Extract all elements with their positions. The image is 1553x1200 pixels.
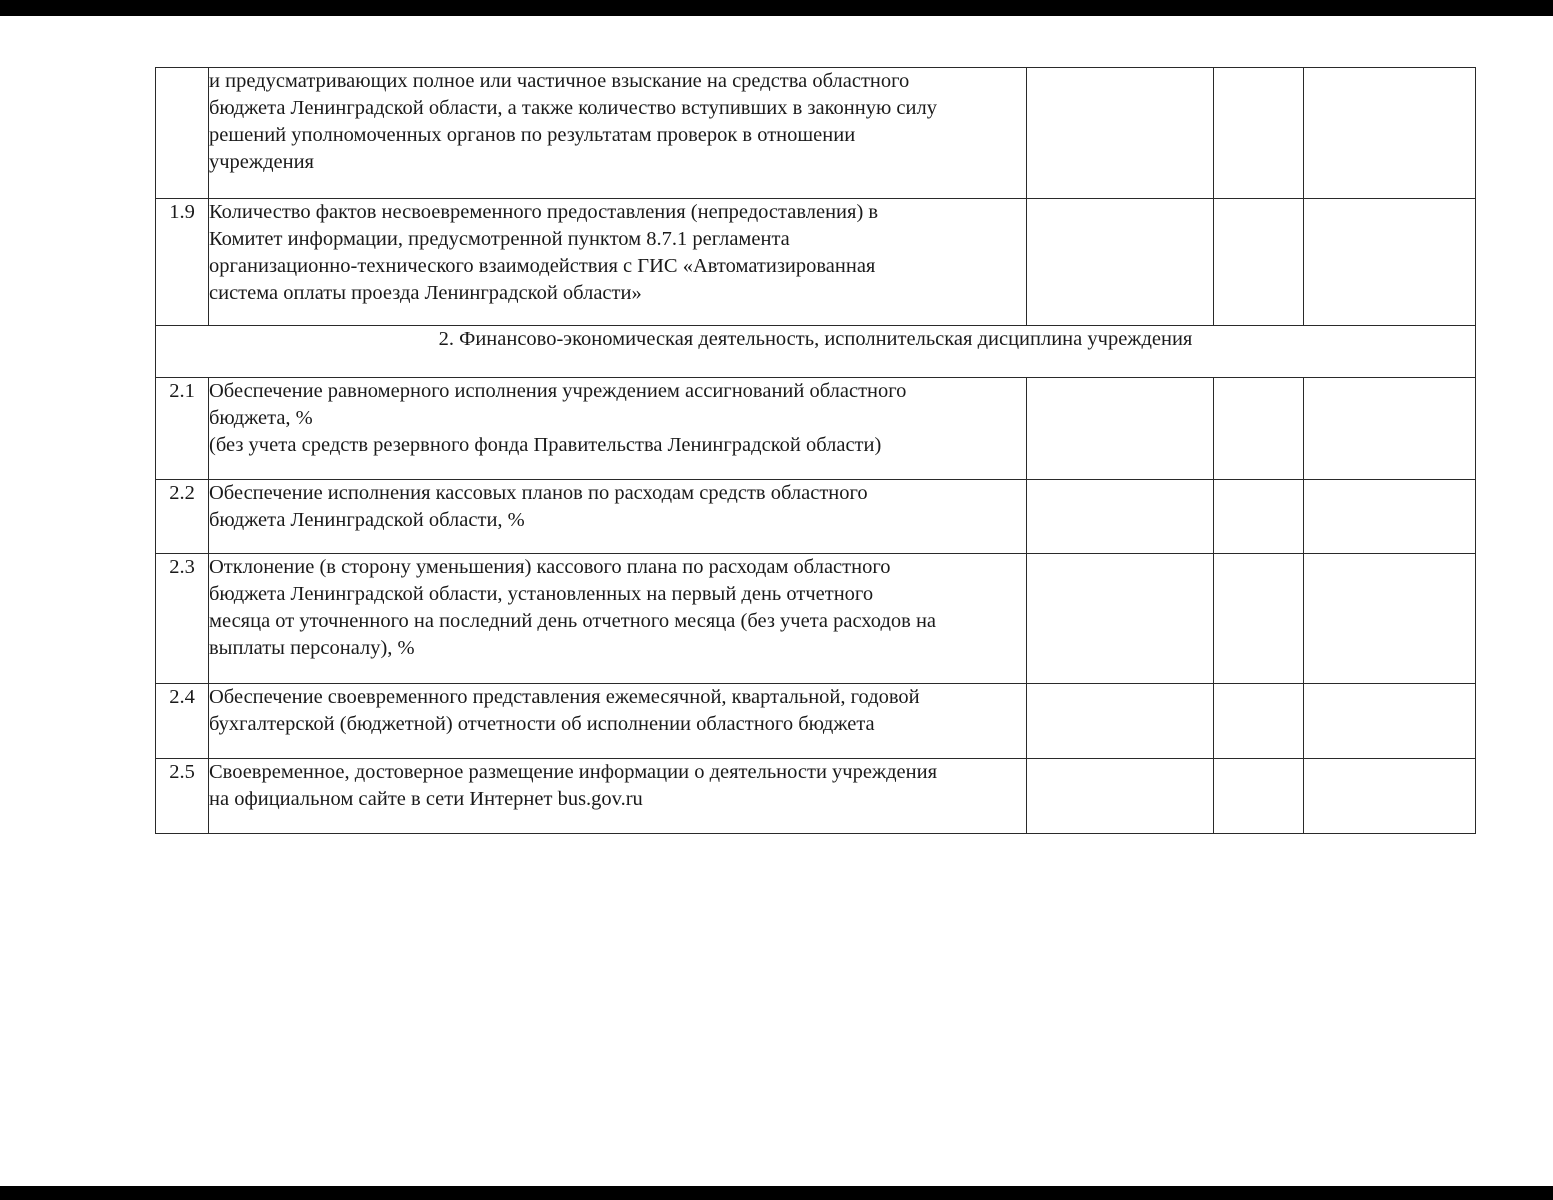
value-cell-a [1027, 199, 1214, 326]
description-line: учреждения [209, 151, 314, 173]
indicators-table-body [156, 68, 1476, 834]
description-line: Своевременное, достоверное размещение информации о деятельности учреждения [209, 761, 938, 783]
value-cell-b [1214, 378, 1304, 480]
description-line: месяца от уточненного на последний день отчетного месяца (без учета расходов на [209, 610, 937, 632]
description-line: на официальном сайте в сети Интернет bus.gov.ru [209, 788, 643, 810]
item-description [209, 759, 1027, 834]
scan-border-top [0, 0, 1553, 16]
value-cell-a [1027, 554, 1214, 684]
item-number: 1.9 [156, 199, 209, 326]
value-cell-c [1304, 199, 1476, 326]
value-cell-a [1027, 480, 1214, 554]
description-line: Комитет информации, предусмотренной пунктом 8.7.1 регламента [209, 228, 790, 250]
value-cell-b [1214, 68, 1304, 199]
indicators-table [155, 67, 1476, 834]
section-title: 2. Финансово-экономическая деятельность, исполнительская дисциплина учреждения [156, 326, 1476, 378]
section-header-row [156, 326, 1476, 378]
description-line: бухгалтерской (бюджетной) отчетности об исполнении областного бюджета [209, 713, 875, 735]
item-description [209, 684, 1027, 759]
value-cell-a [1027, 68, 1214, 199]
value-cell-c [1304, 759, 1476, 834]
description-line: Количество фактов несвоевременного предоставления (непредоставления) в [209, 201, 879, 223]
item-number: 2.5 [156, 759, 209, 834]
value-cell-b [1214, 199, 1304, 326]
item-description [209, 199, 1027, 326]
item-description [209, 554, 1027, 684]
value-cell-c [1304, 480, 1476, 554]
item-description [209, 378, 1027, 480]
description-line: Обеспечение своевременного представления ежемесячной, квартальной, годовой [209, 686, 920, 708]
description-line: Обеспечение исполнения кассовых планов по расходам средств областного [209, 482, 868, 504]
item-number: 2.3 [156, 554, 209, 684]
item-number: 2.2 [156, 480, 209, 554]
table-row [156, 199, 1476, 326]
table-row [156, 554, 1476, 684]
value-cell-a [1027, 759, 1214, 834]
value-cell-b [1214, 554, 1304, 684]
item-number: 2.1 [156, 378, 209, 480]
table-row [156, 480, 1476, 554]
description-line: и предусматривающих полное или частичное взыскание на средства областного [209, 70, 910, 92]
table-row [156, 759, 1476, 834]
item-number: 2.4 [156, 684, 209, 759]
value-cell-b [1214, 759, 1304, 834]
table-row [156, 378, 1476, 480]
value-cell-c [1304, 378, 1476, 480]
description-line: выплаты персоналу), % [209, 637, 415, 659]
value-cell-c [1304, 68, 1476, 199]
description-line: бюджета, % [209, 407, 313, 429]
description-line: (без учета средств резервного фонда Правительства Ленинградской области) [209, 434, 882, 456]
item-description [209, 480, 1027, 554]
value-cell-c [1304, 684, 1476, 759]
description-line: система оплаты проезда Ленинградской области» [209, 282, 642, 304]
description-line: бюджета Ленинградской области, а также количество вступивших в законную силу [209, 97, 937, 119]
description-line: решений уполномоченных органов по результатам проверок в отношении [209, 124, 856, 146]
description-line: Отклонение (в сторону уменьшения) кассового плана по расходам областного [209, 556, 891, 578]
description-line: бюджета Ленинградской области, % [209, 509, 525, 531]
value-cell-a [1027, 378, 1214, 480]
item-number [156, 68, 209, 199]
description-line: Обеспечение равномерного исполнения учреждением ассигнований областного [209, 380, 907, 402]
item-description [209, 68, 1027, 199]
value-cell-b [1214, 480, 1304, 554]
table-row [156, 68, 1476, 199]
description-line: бюджета Ленинградской области, установленных на первый день отчетного [209, 583, 874, 605]
description-line: организационно-технического взаимодействия с ГИС «Автоматизированная [209, 255, 876, 277]
value-cell-b [1214, 684, 1304, 759]
value-cell-c [1304, 554, 1476, 684]
value-cell-a [1027, 684, 1214, 759]
scan-border-bottom [0, 1186, 1553, 1200]
table-row [156, 684, 1476, 759]
